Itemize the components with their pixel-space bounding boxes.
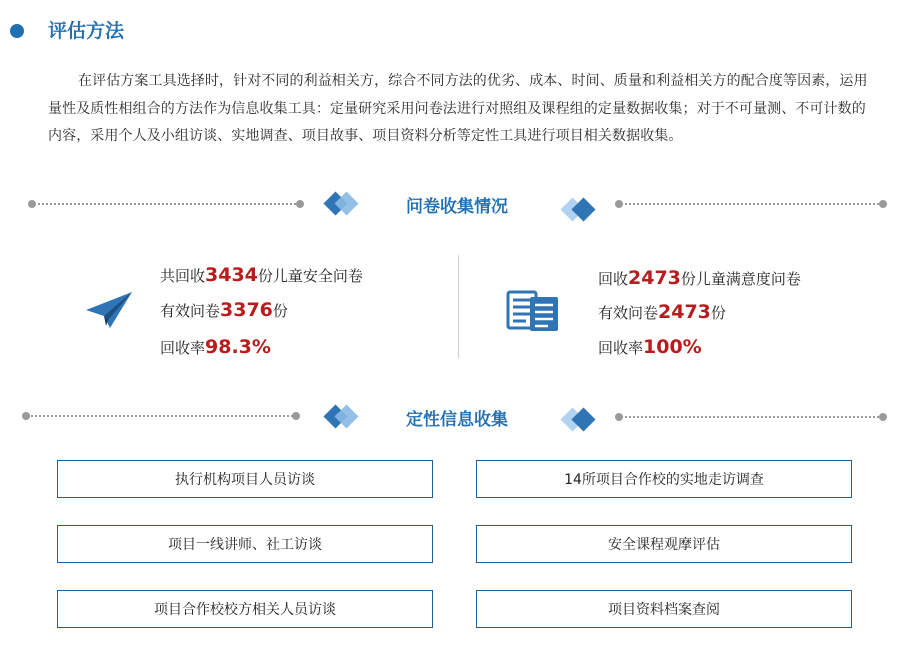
qual-item-box: 项目一线讲师、社工访谈: [57, 525, 433, 563]
documents-icon: [506, 289, 560, 333]
qual-item-box: 安全课程观摩评估: [476, 525, 852, 563]
divider-end-dot: [879, 200, 887, 208]
paper-plane-icon: [84, 290, 134, 330]
diamond-decoration: [560, 195, 600, 225]
section-bullet: [10, 24, 24, 38]
survey-right-line3: 回收率100%: [598, 336, 702, 358]
survey-right-line1: 回收2473份儿童满意度问卷: [598, 267, 801, 289]
diamond-decoration: [560, 405, 600, 435]
qual-item-box: 项目合作校校方相关人员访谈: [57, 590, 433, 628]
divider-end-dot: [296, 200, 304, 208]
section-title: 评估方法: [48, 20, 125, 42]
qual-item-box: 14所项目合作校的实地走访调查: [476, 460, 852, 498]
qualitative-title: 定性信息收集: [406, 410, 508, 430]
qual-item-box: 执行机构项目人员访谈: [57, 460, 433, 498]
divider-end-dot: [292, 412, 300, 420]
dotted-divider: [28, 415, 296, 417]
dotted-divider: [621, 203, 883, 205]
dotted-divider: [34, 203, 300, 205]
survey-left-line1: 共回收3434份儿童安全问卷: [160, 264, 363, 286]
diamond-decoration: [323, 189, 363, 219]
survey-right-line2: 有效问卷2473份: [598, 301, 726, 323]
vertical-separator: [458, 255, 459, 358]
survey-left-line3: 回收率98.3%: [160, 336, 271, 358]
qual-item-box: 项目资料档案查阅: [476, 590, 852, 628]
intro-paragraph: 在评估方案工具选择时，针对不同的利益相关方，综合不同方法的优劣、成本、时间、质量和利益相关方的配合度等因素，运用量性及质性相组合的方法作为信息收集工具：定量研究采用问卷法进行对照组及课程组的定量数据收集；对于不可量测、不可计数的内容，采用个人及小组访谈、实地调查、项目故事、项目资料分析等定性工具进行项目相关数据收集。: [48, 73, 868, 144]
diamond-decoration: [323, 402, 363, 432]
dotted-divider: [621, 416, 883, 418]
survey-left-line2: 有效问卷3376份: [160, 299, 288, 321]
divider-end-dot: [879, 413, 887, 421]
survey-title: 问卷收集情况: [406, 197, 508, 217]
